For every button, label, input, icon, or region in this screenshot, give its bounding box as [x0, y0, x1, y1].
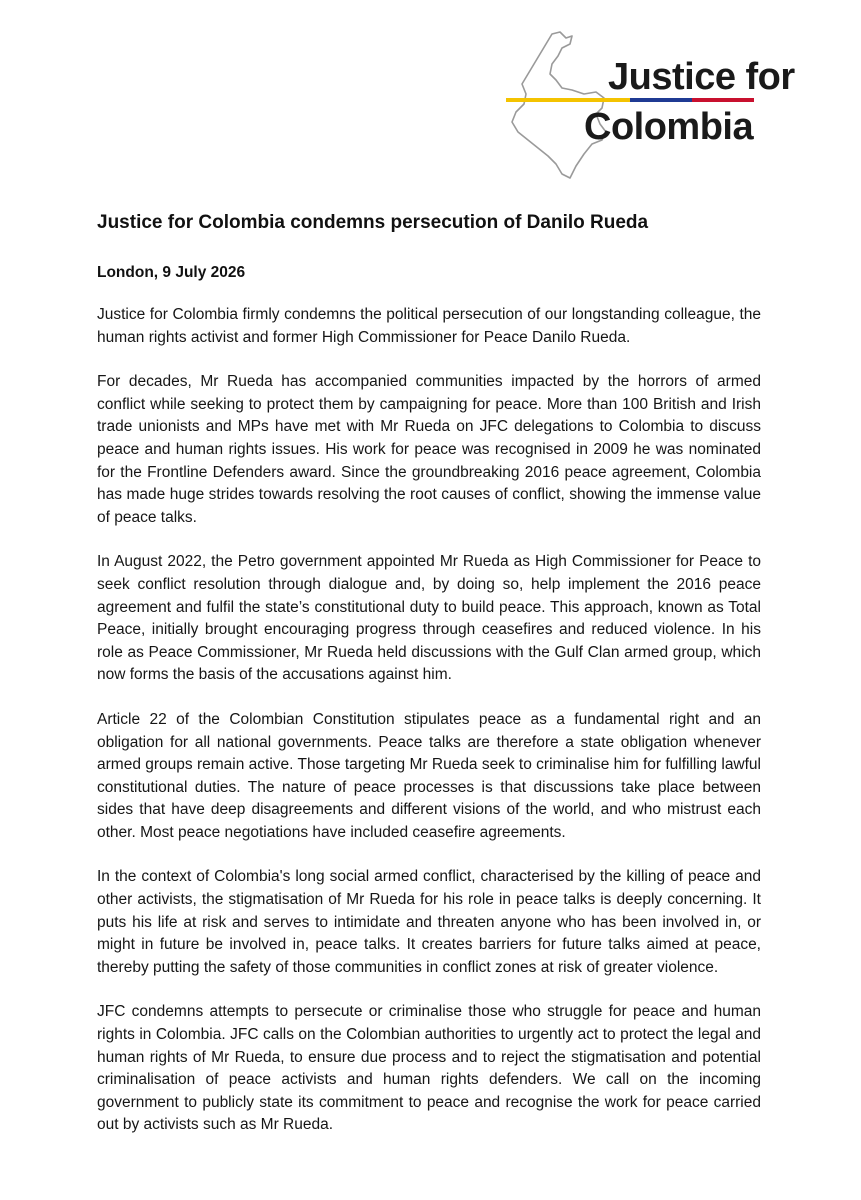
- paragraph-demands: JFC condemns attempts to persecute or criminalise those who struggle for peace and human rights in Colombia. JFC calls on the Colombian authorities to urgently act to protect the legal and human rights of Mr Rueda, to ensure due process and to reject the stigmatisation and potential criminalisation of peace activists and human rights defenders. We call on the incoming government to publicly state its commitment to peace and recognise the work for peace carried out by activists such as Mr Rueda.: [97, 1003, 761, 1134]
- paragraph-constitution: Article 22 of the Colombian Constitution stipulates peace as a fundamental right and an obligation for all national governments. Peace talks are therefore a state obligation whenever armed groups remain active. Those targeting Mr Rueda seek to criminalise him for fulfilling lawful constitutional duties. The nature of peace processes is that discussions take place between sides that have deep disagreements and different visions of the world, and who mistrust each other. Most peace negotiations have included ceasefire agreements.: [97, 710, 761, 841]
- paragraph-intro: Justice for Colombia firmly condemns the political persecution of our longstanding colleague, the human rights activist and former High Commissioner for Peace Danilo Rueda.: [97, 306, 761, 346]
- paragraph-appointment: In August 2022, the Petro government appointed Mr Rueda as High Commissioner for Peace to seek conflict resolution through dialogue and, by doing so, help implement the 2016 peace agreement and fulfil the state’s constitutional duty to build peace. This approach, known as Total Peace, initially brought encouraging progress through ceasefires and reduced violence. In his role as Peace Commissioner, Mr Rueda held discussions with the Gulf Clan armed group, which now forms the basis of the accusations against him.: [97, 553, 761, 684]
- flag-stripe: [506, 98, 754, 102]
- flag-red-band: [692, 98, 754, 102]
- press-release-body: [97, 210, 761, 1159]
- paragraph-context: In the context of Colombia's long social armed conflict, characterised by the killing of peace and other activists, the stigmatisation of Mr Rueda for his role in peace talks is deeply concerning. It puts his life at risk and serves to intimidate and threaten anyone who has been involved in, or might in future be involved in, peace talks. It creates barriers for future talks aimed at peace, thereby putting the safety of those communities in conflict zones at risk of greater violence.: [97, 868, 761, 976]
- paragraph-background: For decades, Mr Rueda has accompanied communities impacted by the horrors of armed conflict while seeking to protect them by campaigning for peace. More than 100 British and Irish trade unionists and MPs have met with Mr Rueda on JFC delegations to Colombia to discuss peace and human rights issues. His work for peace was recognised in 2009 he was nominated for the Frontline Defenders award. Since the groundbreaking 2016 peace agreement, Colombia has made huge strides towards resolving the root causes of conflict, showing the immense value of peace talks.: [97, 373, 761, 526]
- press-release-headline: Justice for Colombia condemns persecution of Danilo Rueda: [97, 212, 649, 233]
- logo-text-line2: Colombia: [584, 106, 754, 148]
- flag-yellow-band: [506, 98, 630, 102]
- logo-text-line1: Justice for: [608, 56, 795, 98]
- justice-for-colombia-logo: [500, 28, 795, 188]
- flag-blue-band: [630, 98, 692, 102]
- dateline: London, 9 July 2026: [97, 264, 246, 281]
